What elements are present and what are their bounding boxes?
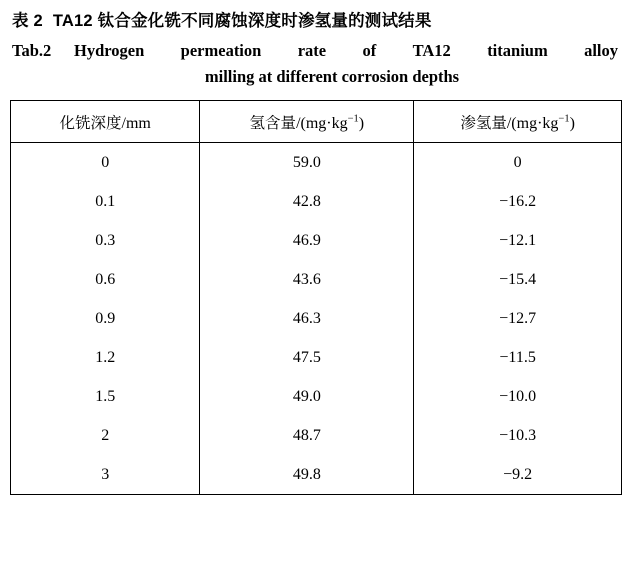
caption-english-label: Tab.2 <box>12 41 52 60</box>
table-row <box>11 143 622 183</box>
column-header-permeation-tail: ) <box>569 114 575 132</box>
cell-permeation: −12.1 <box>414 221 622 260</box>
column-header-permeation-unit: /(mg·kg <box>506 114 559 132</box>
caption-english-line1 <box>12 38 622 64</box>
table-row <box>11 455 622 495</box>
cell-hydrogen-content: 59.0 <box>200 143 414 183</box>
table-row <box>11 260 622 299</box>
column-header-depth-cn: 化铣深度 <box>59 114 122 132</box>
cell-hydrogen-content: 49.8 <box>200 455 414 495</box>
caption-word: alloy <box>584 41 618 60</box>
cell-depth: 0.1 <box>11 182 200 221</box>
cell-hydrogen-content: 48.7 <box>200 416 414 455</box>
cell-permeation: −10.3 <box>414 416 622 455</box>
cell-depth: 1.5 <box>11 377 200 416</box>
table-row <box>11 182 622 221</box>
cell-permeation: −11.5 <box>414 338 622 377</box>
table-row <box>11 377 622 416</box>
caption-english-line1-words <box>74 38 622 64</box>
cell-permeation: 0 <box>414 143 622 183</box>
cell-permeation: −16.2 <box>414 182 622 221</box>
caption-chinese-text: TA12 钛合金化铣不同腐蚀深度时渗氢量的测试结果 <box>52 12 432 30</box>
column-header-permeation-cn: 渗氢量 <box>460 114 507 132</box>
cell-depth: 0.6 <box>11 260 200 299</box>
table-row <box>11 221 622 260</box>
cell-depth: 0 <box>11 143 200 183</box>
cell-hydrogen-content: 46.9 <box>200 221 414 260</box>
cell-hydrogen-content: 46.3 <box>200 299 414 338</box>
cell-hydrogen-content: 47.5 <box>200 338 414 377</box>
table-row <box>11 299 622 338</box>
caption-word: rate <box>297 41 327 60</box>
cell-depth: 2 <box>11 416 200 455</box>
table-body <box>11 143 622 495</box>
caption-english <box>12 38 622 90</box>
caption-english-line2: milling at different corrosion depths <box>204 67 460 86</box>
cell-depth: 3 <box>11 455 200 495</box>
cell-permeation: −12.7 <box>414 299 622 338</box>
table-header <box>11 101 622 143</box>
cell-permeation: −15.4 <box>414 260 622 299</box>
caption-word: permeation <box>180 41 262 60</box>
column-header-permeation <box>414 101 622 143</box>
results-table <box>10 100 622 495</box>
caption-word: Hydrogen <box>74 41 145 60</box>
column-header-hydrogen-content-sup: −1 <box>347 113 359 125</box>
caption-word: of <box>362 41 377 60</box>
cell-permeation: −10.0 <box>414 377 622 416</box>
cell-hydrogen-content: 42.8 <box>200 182 414 221</box>
caption-chinese <box>12 10 622 32</box>
table-header-row <box>11 101 622 143</box>
column-header-permeation-sup: −1 <box>558 113 570 125</box>
column-header-depth <box>11 101 200 143</box>
cell-hydrogen-content: 43.6 <box>200 260 414 299</box>
cell-depth: 0.3 <box>11 221 200 260</box>
column-header-hydrogen-content-tail: ) <box>358 114 365 132</box>
caption-chinese-label: 表 2 <box>12 12 43 30</box>
cell-permeation: −9.2 <box>414 455 622 495</box>
caption-word: TA12 <box>412 41 451 60</box>
cell-depth: 1.2 <box>11 338 200 377</box>
column-header-hydrogen-content-unit: /(mg·kg <box>296 114 348 132</box>
column-header-depth-unit: /mm <box>121 114 151 132</box>
table-row <box>11 416 622 455</box>
caption-word: titanium <box>487 41 548 60</box>
column-header-hydrogen-content-cn: 氢含量 <box>249 114 297 132</box>
table-row <box>11 338 622 377</box>
cell-hydrogen-content: 49.0 <box>200 377 414 416</box>
cell-depth: 0.9 <box>11 299 200 338</box>
column-header-hydrogen-content <box>200 101 414 143</box>
